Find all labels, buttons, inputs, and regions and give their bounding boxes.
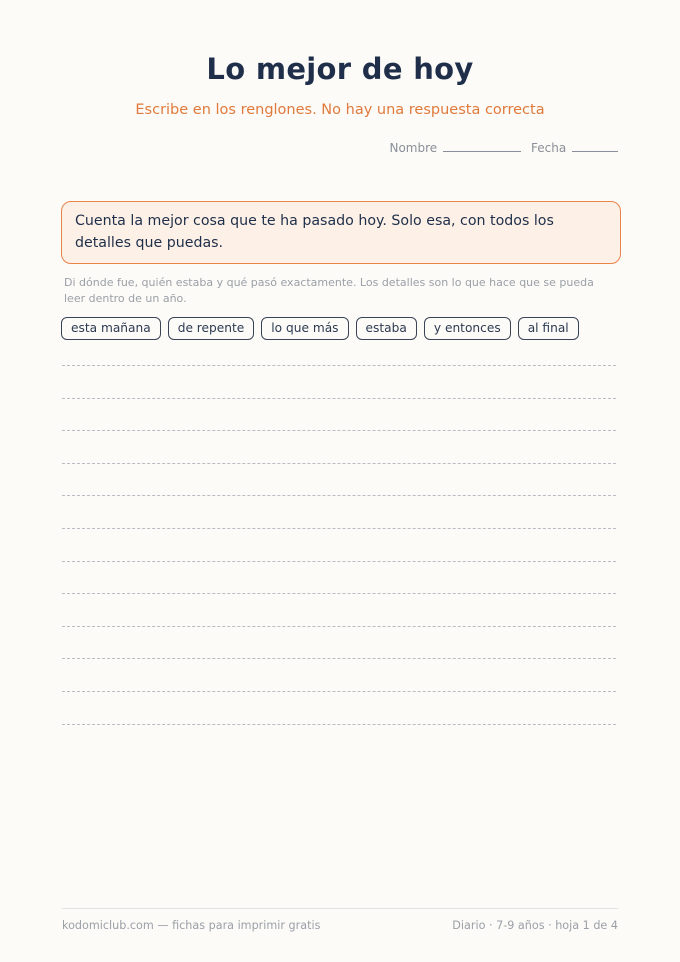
page-subtitle: Escribe en los renglones. No hay una respuesta correcta: [135, 102, 545, 118]
date-field[interactable]: [531, 139, 618, 155]
writing-line[interactable]: [62, 398, 616, 399]
writing-line[interactable]: [62, 691, 616, 692]
writing-line[interactable]: [62, 430, 616, 431]
hint-text: Di dónde fue, quién estaba y qué pasó exactamente. Los detalles son lo que hace que se pueda leer dentro de un año.: [64, 276, 594, 305]
writing-line[interactable]: [62, 626, 616, 627]
page-title: Lo mejor de hoy: [206, 52, 474, 86]
writing-line[interactable]: [62, 463, 616, 464]
writing-line[interactable]: [62, 365, 616, 366]
word-chip: esta mañana: [61, 317, 161, 340]
name-field[interactable]: [389, 139, 521, 155]
word-chips: [61, 317, 579, 340]
writing-line[interactable]: [62, 593, 616, 594]
word-chip: y entonces: [424, 317, 511, 340]
footer-site: kodomiclub.com — fichas para imprimir gratis: [62, 919, 321, 932]
footer-divider: [62, 908, 618, 909]
footer-page-info: Diario · 7-9 años · hoja 1 de 4: [452, 919, 618, 932]
word-chip: lo que más: [261, 317, 348, 340]
writing-line[interactable]: [62, 561, 616, 562]
writing-line[interactable]: [62, 495, 616, 496]
name-label: Nombre: [389, 141, 438, 155]
prompt-box: Cuenta la mejor cosa que te ha pasado hoy. Solo esa, con todos los detalles que puedas.: [61, 201, 621, 264]
word-chip: al final: [518, 317, 579, 340]
writing-line[interactable]: [62, 528, 616, 529]
word-chip: de repente: [168, 317, 255, 340]
writing-line[interactable]: [62, 724, 616, 725]
name-line: [443, 139, 521, 152]
date-label: Fecha: [530, 141, 567, 155]
writing-line[interactable]: [62, 658, 616, 659]
word-chip: estaba: [356, 317, 417, 340]
date-line: [572, 139, 618, 152]
name-date-fields: [389, 139, 618, 155]
